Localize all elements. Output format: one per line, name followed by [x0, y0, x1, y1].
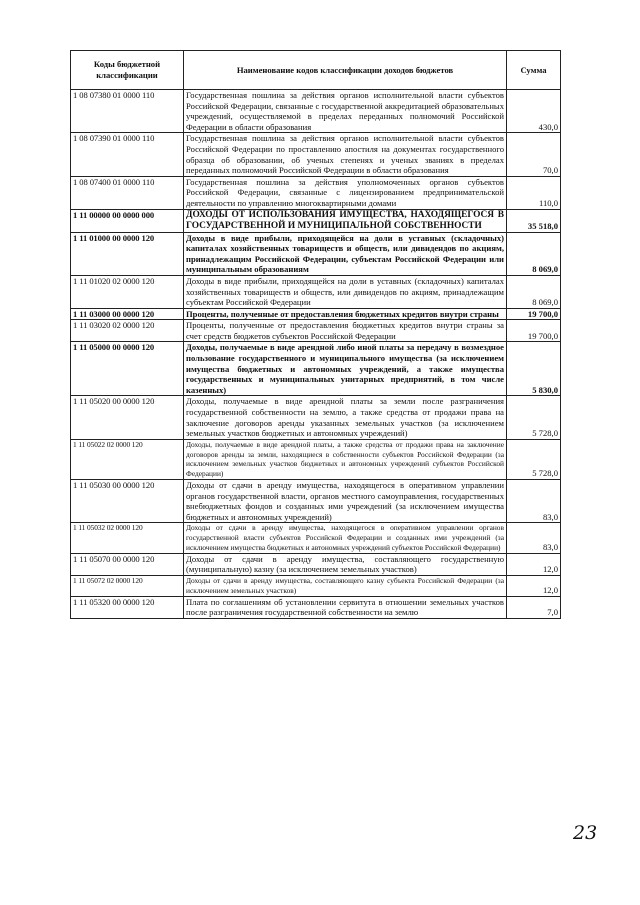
- row-code: 1 11 05320 00 0000 120: [71, 596, 184, 618]
- row-code: 1 08 07380 01 0000 110: [71, 90, 184, 133]
- row-sum: 12,0: [507, 553, 561, 575]
- row-sum: 7,0: [507, 596, 561, 618]
- row-name: Доходы, получаемые в виде арендной платы, а также средства от продажи права на заключение договоров аренды за земли, находящиеся в собственности субъектов Российской Федерации (за исключением земельных участков бюджетных и автономных учреждений субъектов Российской Федерации): [184, 439, 507, 479]
- row-name: Доходы в виде прибыли, приходящейся на доли в уставных (складочных) капиталах хозяйственных товариществ и обществ, или дивидендов по акциям, принадлежащим Российской Федерации, субъектам Российской Федерации или муниципальным образованиям: [184, 232, 507, 275]
- table-row: [71, 396, 561, 439]
- row-sum: 8 069,0: [507, 275, 561, 308]
- row-name: Доходы от сдачи в аренду имущества, составляющего казну субъекта Российской Федерации (за исключением земельных участков): [184, 575, 507, 596]
- row-name: Государственная пошлина за действия органов исполнительной власти субъектов Российской Федерации, связанные с государственной аккредитацией образовательных учреждений, осуществляемой в пределах переданных полномочий Российской Федерации в области образования: [184, 90, 507, 133]
- row-sum: 35 518,0: [507, 209, 561, 232]
- row-code: 1 11 01000 00 0000 120: [71, 232, 184, 275]
- row-code: 1 11 05030 00 0000 120: [71, 480, 184, 523]
- table-row: [71, 176, 561, 209]
- table-row-group: [71, 342, 561, 396]
- page-number: 23: [573, 822, 598, 844]
- row-code: 1 08 07390 01 0000 110: [71, 133, 184, 176]
- row-name: Доходы от сдачи в аренду имущества, находящегося в оперативном управлении органов государственной власти субъектов Российской Федерации и созданных ими учреждений (за исключением имущества бюджетных и автономных учреждений субъектов Российской Федерации): [184, 523, 507, 553]
- table-row: [71, 320, 561, 342]
- row-code: 1 08 07400 01 0000 110: [71, 176, 184, 209]
- table-row: [71, 575, 561, 596]
- row-name: Доходы от сдачи в аренду имущества, находящегося в оперативном управлении органов государственной власти, органов местного самоуправления, государственных внебюджетных фондов и созданных ими учреждений (за исключением имущества бюджетных и автономных учреждений): [184, 480, 507, 523]
- row-sum: 5 830,0: [507, 342, 561, 396]
- row-code: 1 11 00000 00 0000 000: [71, 209, 184, 232]
- row-code: 1 11 05032 02 0000 120: [71, 523, 184, 553]
- row-code: 1 11 01020 02 0000 120: [71, 275, 184, 308]
- row-code: 1 11 03000 00 0000 120: [71, 308, 184, 320]
- row-name: ДОХОДЫ ОТ ИСПОЛЬЗОВАНИЯ ИМУЩЕСТВА, НАХОДЯЩЕГОСЯ В ГОСУДАРСТВЕННОЙ И МУНИЦИПАЛЬНОЙ СОБСТВЕННОСТИ: [184, 209, 507, 232]
- row-code: 1 11 05022 02 0000 120: [71, 439, 184, 479]
- table-row: [71, 275, 561, 308]
- table-header-row: [71, 51, 561, 90]
- row-code: 1 11 05020 00 0000 120: [71, 396, 184, 439]
- row-name: Доходы от сдачи в аренду имущества, составляющего государственную (муниципальную) казну (за исключением земельных участков): [184, 553, 507, 575]
- table-row: [71, 596, 561, 618]
- row-name: Государственная пошлина за действия уполномоченных органов субъектов Российской Федерации, связанные с лицензированием предпринимательской деятельности по управлению многоквартирными домами: [184, 176, 507, 209]
- table-row: [71, 439, 561, 479]
- table-row: [71, 133, 561, 176]
- row-sum: 83,0: [507, 480, 561, 523]
- row-code: 1 11 05070 00 0000 120: [71, 553, 184, 575]
- row-name: Доходы, получаемые в виде арендной платы за земли после разграничения государственной собственности на землю, а также средства от продажи права на заключение договоров аренды указанных земельных участков (за исключением земельных участков бюджетных и автономных учреждений): [184, 396, 507, 439]
- table-row: [71, 523, 561, 553]
- table-row: [71, 480, 561, 523]
- row-sum: 83,0: [507, 523, 561, 553]
- budget-classification-table: [70, 50, 561, 619]
- row-name: Проценты, полученные от предоставления бюджетных кредитов внутри страны: [184, 308, 507, 320]
- row-sum: 5 728,0: [507, 396, 561, 439]
- table-row: [71, 90, 561, 133]
- header-code: Коды бюджетной классификации: [71, 51, 184, 90]
- row-sum: 8 069,0: [507, 232, 561, 275]
- row-sum: 110,0: [507, 176, 561, 209]
- row-code: 1 11 03020 02 0000 120: [71, 320, 184, 342]
- row-sum: 19 700,0: [507, 308, 561, 320]
- row-sum: 19 700,0: [507, 320, 561, 342]
- row-name: Плата по соглашениям об установлении сервитута в отношении земельных участков после разграничения государственной собственности на землю: [184, 596, 507, 618]
- row-name: Государственная пошлина за действия органов исполнительной власти субъектов Российской Федерации по проставлению апостиля на документах государственного образца об образовании, об ученых степенях и ученых званиях в пределах переданных полномочий Российской Федерации в области образования: [184, 133, 507, 176]
- row-sum: 430,0: [507, 90, 561, 133]
- row-sum: 70,0: [507, 133, 561, 176]
- row-name: Доходы в виде прибыли, приходящейся на доли в уставных (складочных) капиталах хозяйственных товариществ и обществ, или дивидендов по акциям, принадлежащим субъектам Российской Федерации: [184, 275, 507, 308]
- row-sum: 12,0: [507, 575, 561, 596]
- table-row-section: [71, 209, 561, 232]
- row-code: 1 11 05000 00 0000 120: [71, 342, 184, 396]
- budget-table-page: [70, 50, 560, 619]
- header-name: Наименование кодов классификации доходов бюджетов: [184, 51, 507, 90]
- row-code: 1 11 05072 02 0000 120: [71, 575, 184, 596]
- table-row: [71, 553, 561, 575]
- row-name: Доходы, получаемые в виде арендной либо иной платы за передачу в возмездное пользование государственного и муниципального имущества (за исключением имущества бюджетных и автономных учреждений, а также имущества государственных и муниципальных унитарных предприятий, в том числе казенных): [184, 342, 507, 396]
- row-sum: 5 728,0: [507, 439, 561, 479]
- table-row-group: [71, 232, 561, 275]
- header-sum: Сумма: [507, 51, 561, 90]
- table-row-group: [71, 308, 561, 320]
- row-name: Проценты, полученные от предоставления бюджетных кредитов внутри страны за счет средств бюджетов субъектов Российской Федерации: [184, 320, 507, 342]
